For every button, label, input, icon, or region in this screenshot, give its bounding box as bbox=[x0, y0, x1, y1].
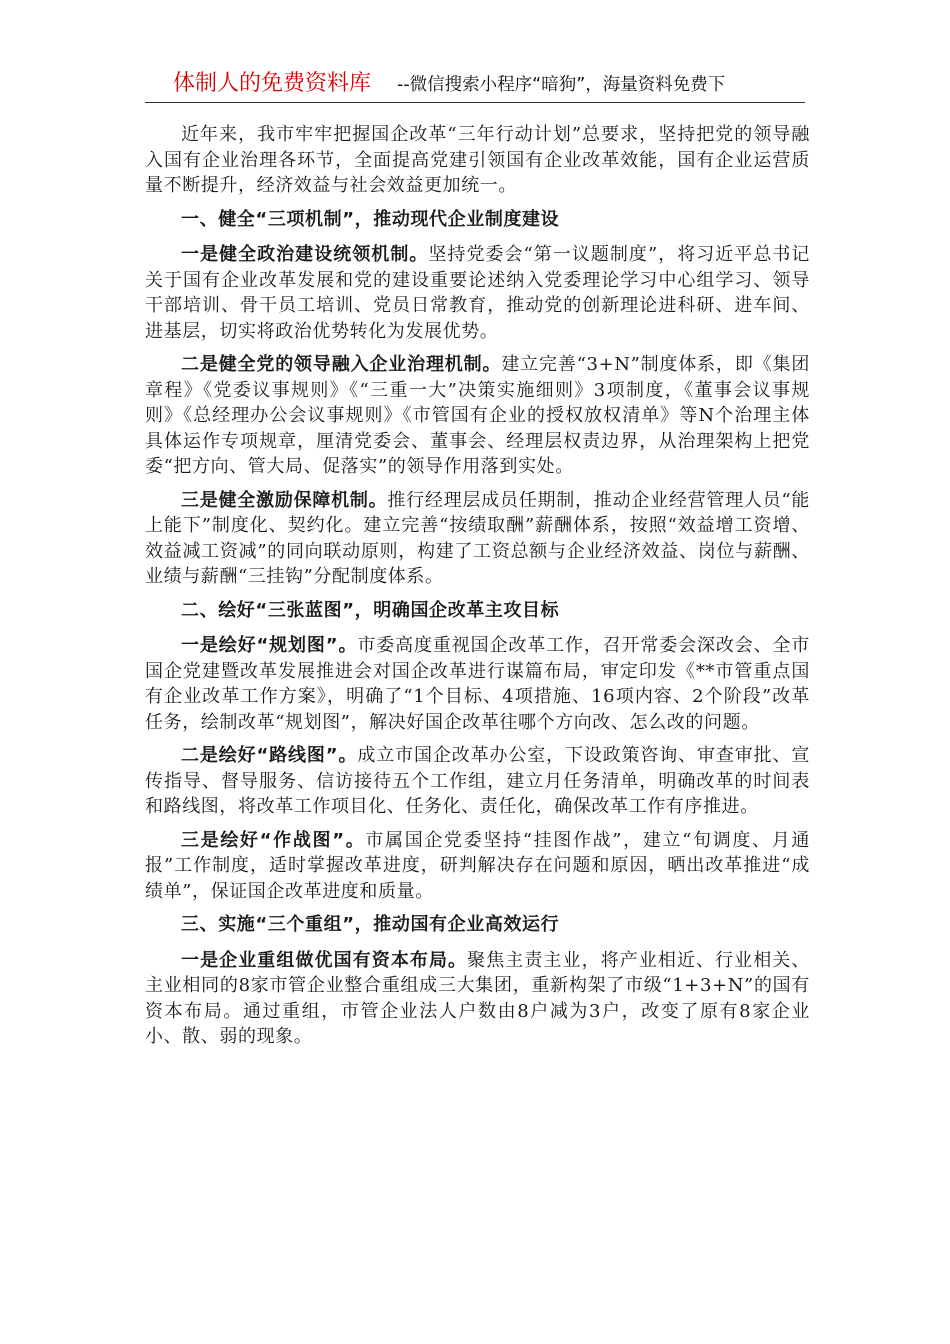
section-2-item-3 bbox=[145, 828, 810, 905]
item-lead: 一是企业重组做优国有资本布局。 bbox=[181, 949, 468, 971]
item-text: 建立完善“3+N”制度体系，即《集团章程》《党委议事规则》《“三重一大”决策实施细则》3项制度，《董事会议事规则》《总经理办公会议事规则》《市管国有企业的授权放权清单》等N个治理主体具体运作专项规章，厘清党委会、董事会、经理层权责边界，从治理架构上把党委“把方向、管大局、促落实”的领导作用落到实处。 bbox=[145, 354, 810, 477]
item-text: 成立市国企改革办公室，下设政策咨询、审查审批、宣传指导、督导服务、信访接待五个工作组，建立月任务清单，明确改革的时间表和路线图，将改革工作项目化、任务化、责任化，确保改革工作有序推进。 bbox=[145, 745, 810, 817]
section-2-heading: 二、绘好“三张蓝图”，明确国企改革主攻目标 bbox=[181, 599, 560, 621]
item-lead: 一是健全政治建设统领机制。 bbox=[181, 244, 429, 265]
section-2-item-2 bbox=[145, 743, 810, 820]
item-lead: 三是绘好“作战图”。 bbox=[181, 829, 366, 851]
item-text: 市委高度重视国企改革工作，召开常委会深改会、全市国企党建暨改革发展推进会对国企改革进行谋篇布局，审定印发《**市管重点国有企业改革工作方案》，明确了“1个目标、4项措施、16项内容、2个阶段”改革任务，绘制改革“规划图”，解决好国企改革往哪个方向改、怎么改的问题。 bbox=[145, 635, 810, 733]
header-subtitle: --微信搜索小程序“暗狗”，海量资料免费下 bbox=[397, 75, 726, 95]
item-lead: 一是绘好“规划图”。 bbox=[181, 635, 358, 656]
header-title: 体制人的免费资料库 bbox=[173, 71, 372, 96]
item-text: 市属国企党委坚持“挂图作战”，建立“旬调度、月通报”工作制度，适时掌握改革进度，研判解决存在问题和原因，晒出改革推进“成绩单”，保证国企改革进度和质量。 bbox=[145, 829, 810, 902]
page-header bbox=[145, 66, 805, 103]
section-1-item-2 bbox=[145, 352, 810, 480]
document-body bbox=[145, 122, 810, 1058]
item-text: 推行经理层成员任期制，推动企业经营管理人员“能上能下”制度化、契约化。建立完善“按绩取酬”薪酬体系，按照“效益增工资增、效益减工资减”的同向联动原则，构建了工资总额与企业经济效益、岗位与薪酬、业绩与薪酬“三挂钩”分配制度体系。 bbox=[145, 489, 810, 587]
item-lead: 三是健全激励保障机制。 bbox=[181, 489, 388, 511]
item-text: 聚焦主责主业，将产业相近、行业相关、主业相同的8家市管企业整合重组成三大集团，重新构架了市级“1+3+N”的国有资本布局。通过重组，市管企业法人户数由8户减为3户，改变了原有8家企业小、散、弱的现象。 bbox=[145, 949, 810, 1047]
intro-paragraph: 近年来，我市牢牢把握国企改革“三年行动计划”总要求，坚持把党的领导融入国有企业治理各环节，全面提高党建引领国有企业改革效能，国有企业运营质量不断提升，经济效益与社会效益更加统一。 bbox=[145, 124, 810, 196]
section-3-item-1 bbox=[145, 948, 810, 1050]
section-1-item-3 bbox=[145, 488, 810, 590]
section-1-heading: 一、健全“三项机制”，推动现代企业制度建设 bbox=[181, 208, 560, 230]
item-text: 坚持党委会“第一议题制度”，将习近平总书记关于国有企业改革发展和党的建设重要论述纳入党委理论学习中心组学习、领导干部培训、骨干员工培训、党员日常教育，推动党的创新理论进科研、进车间、进基层，切实将政治优势转化为发展优势。 bbox=[145, 244, 810, 342]
section-3-heading: 三、实施“三个重组”，推动国有企业高效运行 bbox=[181, 914, 560, 935]
item-lead: 二是绘好“路线图”。 bbox=[181, 745, 358, 766]
section-2-item-1 bbox=[145, 633, 810, 735]
item-lead: 二是健全党的领导融入企业治理机制。 bbox=[181, 354, 502, 375]
section-1-item-1 bbox=[145, 242, 810, 344]
